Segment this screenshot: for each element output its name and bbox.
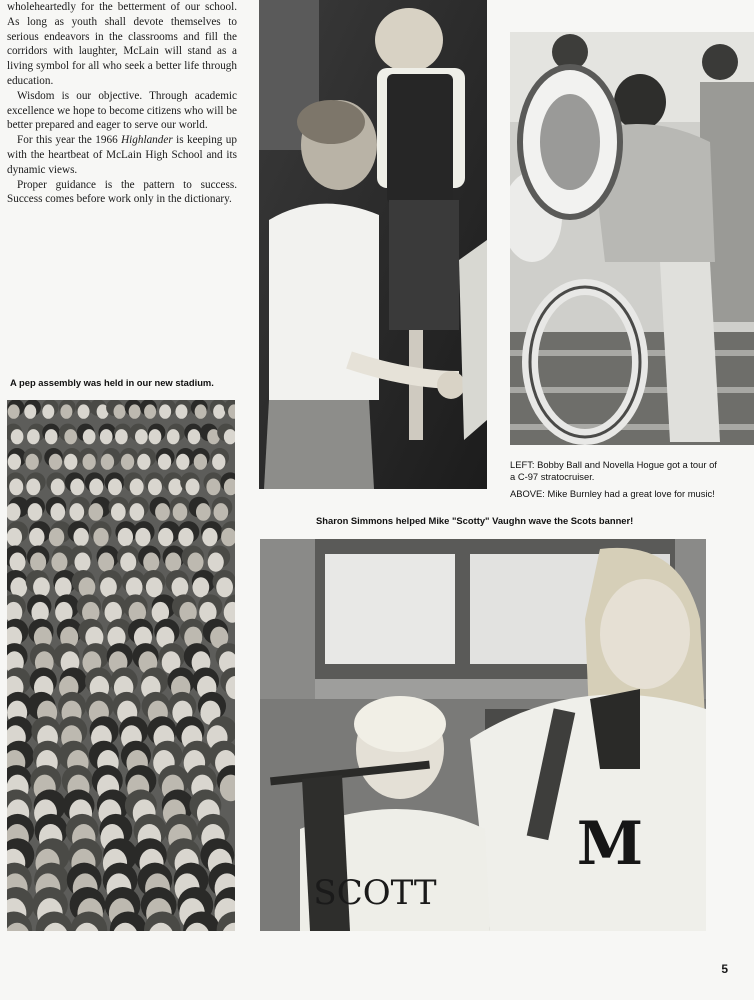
caption-above: ABOVE: Mike Burnley had a great love for music! xyxy=(510,488,715,499)
page-number: 5 xyxy=(721,962,728,976)
photo-aircraft-tour xyxy=(259,0,487,489)
photo-tuba xyxy=(510,32,754,445)
caption-pep-assembly: A pep assembly was held in our new stadium. xyxy=(10,377,214,388)
intro-p3-start: For this year the 1966 xyxy=(17,134,122,147)
sweater-letter: M xyxy=(576,809,644,879)
yearbook-title: Highlander xyxy=(121,134,173,147)
intro-text xyxy=(7,0,237,207)
photo-scots-banner xyxy=(260,539,706,931)
photo-pep-assembly-crowd xyxy=(7,400,235,931)
intro-p3-end: is keeping up with the heartbeat of McLain High School and its dynamic views. xyxy=(7,134,237,176)
intro-paragraph-2: Wisdom is our objective. Through academic excellence we hope to become citizens who will be better prepared and eager to serve our world. xyxy=(7,89,237,132)
intro-paragraph-1: wholeheartedly for the betterment of our school. As long as youth shall devote themselves to serious endeavors in the classrooms and fill the corridors with laughter, McLain will stand as a living symbol for all who seek a better life through education. xyxy=(7,1,237,87)
intro-paragraph-4: Proper guidance is the pattern to success. Success comes before work only in the dictionary. xyxy=(7,178,237,206)
banner-sweater-text: SCOTT xyxy=(313,873,437,913)
intro-paragraph-3 xyxy=(7,133,237,177)
caption-banner: Sharon Simmons helped Mike "Scotty" Vaughn wave the Scots banner! xyxy=(316,515,634,526)
caption-left: LEFT: Bobby Ball and Novella Hogue got a tour of a C-97 stratocruiser. xyxy=(510,459,717,482)
